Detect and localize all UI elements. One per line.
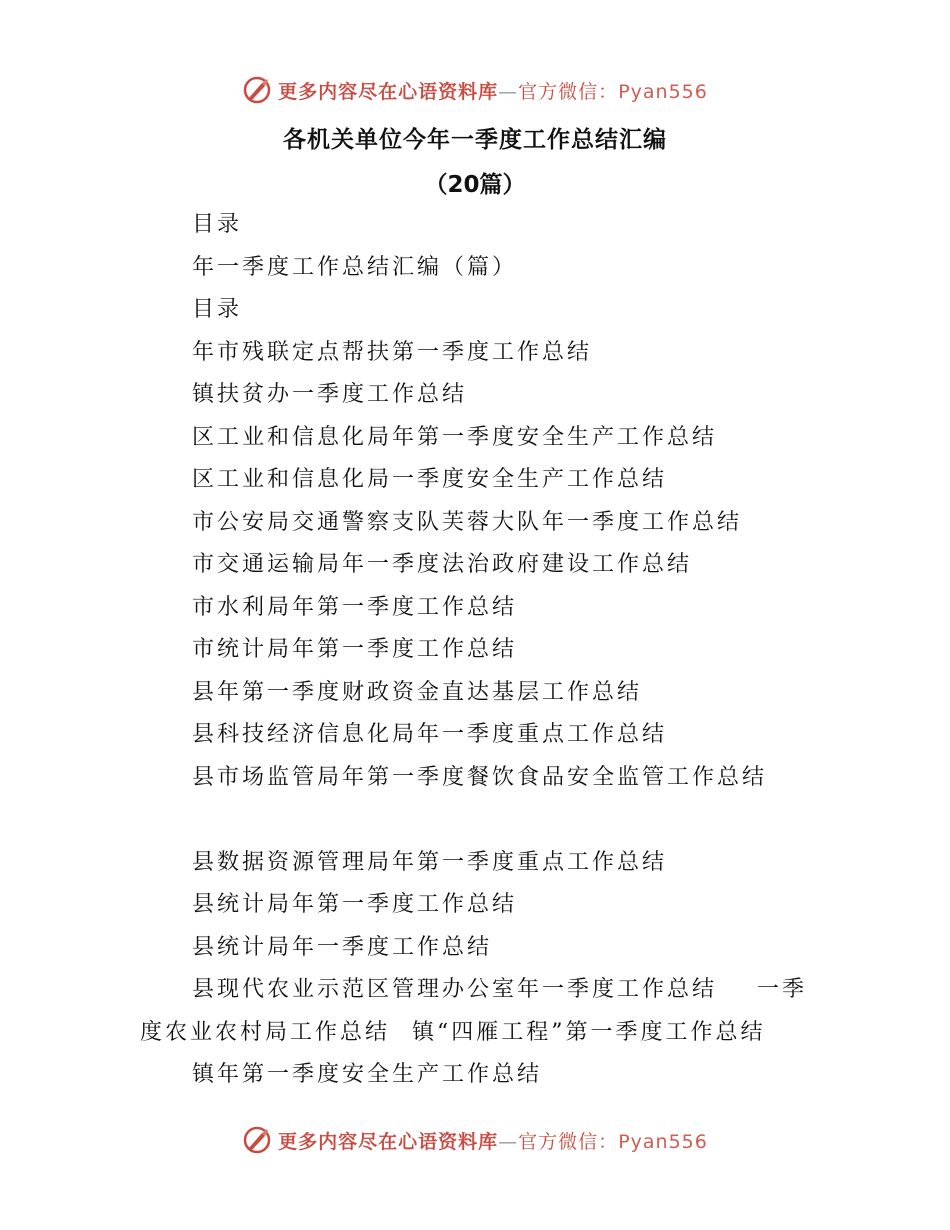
banner-brand: 更多内容尽在心语资料库 (278, 80, 499, 103)
toc-item: 县统计局年第一季度工作总结 (192, 892, 518, 917)
toc-item: 县统计局年一季度工作总结 (192, 934, 493, 960)
toc-item: 镇扶贫办一季度工作总结 (192, 382, 468, 407)
banner-official: 官方微信： (518, 80, 619, 103)
toc-blank-line (140, 799, 820, 842)
toc-item: 县年第一季度财政资金直达基层工作总结 (192, 679, 643, 705)
banner-text (278, 77, 708, 104)
banner-separator: — (498, 1130, 519, 1153)
banner-wechat-id: Pyan556 (618, 80, 708, 103)
toc-item: 镇年第一季度安全生产工作总结 (192, 1062, 543, 1087)
document-title: 各机关单位今年一季度工作总结汇编 (283, 127, 667, 153)
toc-item-part: 镇“四雁工程”第一季度工作总结 (412, 1019, 766, 1045)
toc-heading: 目录 (192, 212, 243, 237)
toc-heading: 目录 (192, 297, 243, 322)
toc-item: 县科技经济信息化局年一季度重点工作总结 (192, 722, 668, 747)
toc-item: 县数据资源管理局年第一季度重点工作总结 (192, 849, 668, 875)
toc-item: 区工业和信息化局年第一季度安全生产工作总结 (192, 424, 718, 450)
banner-brand: 更多内容尽在心语资料库 (278, 1130, 499, 1153)
toc-wrapped-continuation (140, 1012, 820, 1055)
feather-pen-logo-icon (242, 75, 272, 105)
toc-item-part: 一季 (757, 977, 808, 1002)
table-of-contents (140, 204, 820, 1097)
toc-item: 区工业和信息化局一季度安全生产工作总结 (192, 467, 668, 492)
banner-wechat-id: Pyan556 (618, 1130, 708, 1153)
toc-item: 县市场监管局年第一季度餐饮食品安全监管工作总结 (192, 764, 768, 790)
toc-wrapped-item (140, 969, 820, 1054)
footer-banner (0, 1120, 950, 1160)
feather-pen-logo-icon (242, 1125, 272, 1155)
banner-text (278, 1127, 708, 1154)
toc-item: 市水利局年第一季度工作总结 (192, 594, 518, 620)
banner-official: 官方微信： (518, 1130, 619, 1153)
toc-item: 年市残联定点帮扶第一季度工作总结 (192, 339, 593, 365)
document-subtitle: （20篇） (424, 172, 526, 198)
toc-item: 市统计局年第一季度工作总结 (192, 637, 518, 662)
banner-separator: — (498, 80, 519, 103)
toc-item-part: 县现代农业示范区管理办公室年一季度工作总结 (192, 977, 718, 1002)
toc-item: 市交通运输局年一季度法治政府建设工作总结 (192, 552, 693, 577)
header-banner (0, 70, 950, 110)
toc-item-part: 度农业农村局工作总结 (140, 1019, 391, 1045)
toc-item: 年一季度工作总结汇编（篇） (192, 254, 518, 280)
toc-item: 市公安局交通警察支队芙蓉大队年一季度工作总结 (192, 509, 743, 535)
